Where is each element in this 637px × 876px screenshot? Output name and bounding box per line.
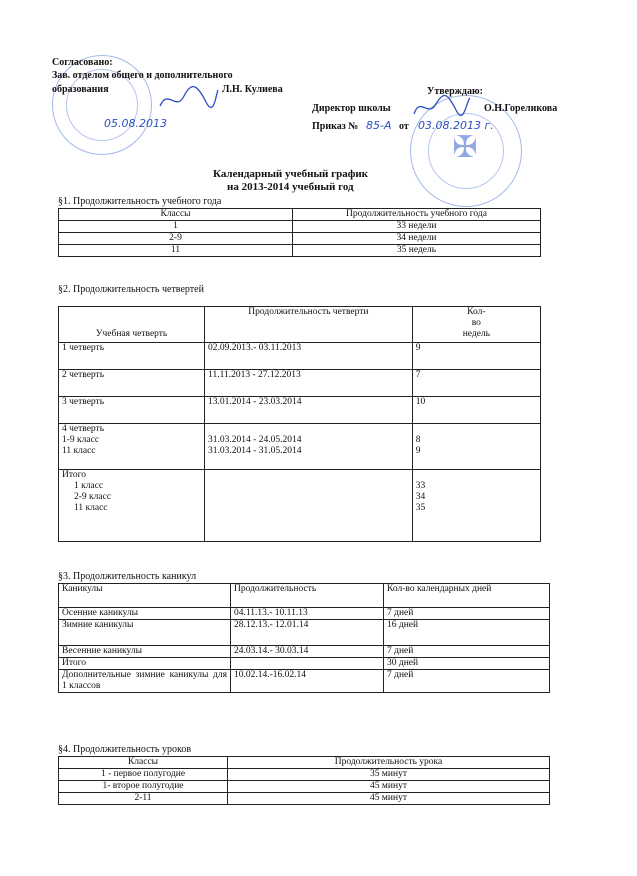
table-header-row (59, 584, 550, 608)
table-cell: 10 (412, 397, 540, 424)
total-sub: 11 класс (74, 503, 108, 513)
column-header: Кол-во недель (412, 307, 540, 343)
column-header: Учебная четверть (59, 307, 205, 343)
table-row (59, 769, 550, 781)
table-cell: 1- второе полугодие (59, 781, 228, 793)
table-header-row (59, 757, 550, 769)
total-weeks: 35 (415, 503, 426, 513)
table-cell: Итого (59, 658, 231, 670)
column-header: Классы (59, 757, 228, 769)
table-cell: 02.09.2013.- 03.11.2013 (205, 343, 413, 370)
table-cell: 7 дней (384, 608, 550, 620)
agreed-position-2: образования (52, 84, 109, 95)
table-cell: 45 минут (228, 781, 550, 793)
total-weeks: 34 (415, 492, 426, 502)
section1-table (58, 208, 541, 257)
section3-heading: §3. Продолжительность каникул (58, 571, 197, 582)
table-cell (231, 658, 384, 670)
table-row (59, 470, 541, 542)
quarter-dates: 31.03.2014 - 31.05.2014 (208, 446, 302, 456)
table-row (59, 221, 541, 233)
section3-table (58, 583, 550, 693)
table-row (59, 658, 550, 670)
table-cell: 16 дней (384, 620, 550, 646)
approved-label: Утверждаю: (427, 86, 483, 97)
column-header: Продолжительность (231, 584, 384, 608)
table-cell: 2 четверть (59, 370, 205, 397)
table-row (59, 608, 550, 620)
agreed-date: 05.08.2013 (104, 117, 167, 130)
right-signature-icon (412, 94, 472, 122)
table-cell (59, 470, 205, 542)
table-cell: Осенние каникулы (59, 608, 231, 620)
table-cell: 30 дней (384, 658, 550, 670)
order-date: 03.08.2013 г. (418, 119, 494, 132)
table-cell: 35 минут (228, 769, 550, 781)
table-cell (412, 470, 540, 542)
column-header: Продолжительность урока (228, 757, 550, 769)
table-cell: 7 дней (384, 646, 550, 658)
section2-table (58, 306, 541, 542)
quarter-name: 4 четверть (62, 424, 105, 434)
table-cell: 1 четверть (59, 343, 205, 370)
agreed-position: Зав. отделом общего и дополнительного (52, 70, 233, 81)
column-header: Классы (59, 209, 293, 221)
section4-table (58, 756, 550, 805)
agreed-label: Согласовано: (52, 57, 113, 68)
section4-heading: §4. Продолжительность уроков (58, 744, 192, 755)
table-cell: 45 минут (228, 793, 550, 805)
table-row (59, 620, 550, 646)
table-cell: Дополнительные зимние каникулы для 1 классов (59, 670, 231, 693)
total-sub: 1 класс (74, 481, 104, 491)
table-cell: 24.03.14.- 30.03.14 (231, 646, 384, 658)
table-row (59, 343, 541, 370)
table-cell (205, 470, 413, 542)
quarter-sub: 1-9 класс (62, 435, 100, 445)
column-header: Продолжительность четверти (205, 307, 413, 343)
table-cell (59, 424, 205, 470)
table-cell: 11 (59, 245, 293, 257)
section1-heading: §1. Продолжительность учебного года (58, 196, 222, 207)
table-cell: 2-9 (59, 233, 293, 245)
table-row (59, 233, 541, 245)
table-row (59, 245, 541, 257)
quarter-weeks: 9 (415, 446, 421, 456)
order-label: Приказ № (312, 121, 359, 132)
table-cell: 7 дней (384, 670, 550, 693)
column-header: Каникулы (59, 584, 231, 608)
table-cell: 7 (412, 370, 540, 397)
table-row (59, 646, 550, 658)
approved-position: Директор школы (312, 103, 391, 114)
table-row (59, 424, 541, 470)
quarter-sub: 11 класс (62, 446, 96, 456)
total-label: Итого (62, 470, 87, 480)
agreed-name: Л.Н. Кулиева (222, 84, 283, 95)
table-row (59, 397, 541, 424)
table-cell: Зимние каникулы (59, 620, 231, 646)
column-header: Кол-во календарных дней (384, 584, 550, 608)
left-signature-icon (158, 84, 220, 114)
column-header: Продолжительность учебного года (293, 209, 541, 221)
table-cell (412, 424, 540, 470)
table-cell: 13.01.2014 - 23.03.2014 (205, 397, 413, 424)
table-cell: 35 недель (293, 245, 541, 257)
table-cell: 1 - первое полугодие (59, 769, 228, 781)
table-cell: 3 четверть (59, 397, 205, 424)
order-number: 85-А (366, 119, 392, 132)
table-header-row (59, 307, 541, 343)
table-cell: 34 недели (293, 233, 541, 245)
table-row (59, 781, 550, 793)
table-cell: 11.11.2013 - 27.12.2013 (205, 370, 413, 397)
table-row (59, 670, 550, 693)
emblem-icon: ✠ (452, 131, 478, 164)
table-cell: 33 недели (293, 221, 541, 233)
table-row (59, 370, 541, 397)
section2-heading: §2. Продолжительность четвертей (58, 284, 204, 295)
table-cell: 28.12.13.- 12.01.14 (231, 620, 384, 646)
total-weeks: 33 (415, 481, 426, 491)
table-cell: 2-11 (59, 793, 228, 805)
total-sub: 2-9 класс (74, 492, 112, 502)
table-cell: 04.11.13.- 10.11.13 (231, 608, 384, 620)
quarter-weeks: 8 (415, 435, 421, 445)
table-cell (205, 424, 413, 470)
order-from-label: от (399, 121, 409, 132)
quarter-dates: 31.03.2014 - 24.05.2014 (208, 435, 302, 445)
table-row (59, 793, 550, 805)
table-cell: 1 (59, 221, 293, 233)
approved-name: О.Н.Гореликова (484, 103, 558, 114)
table-cell: 9 (412, 343, 540, 370)
table-cell: 10.02.14.-16.02.14 (231, 670, 384, 693)
page-subtitle: на 2013-2014 учебный год (227, 181, 354, 193)
page-title: Календарный учебный график (213, 168, 369, 180)
table-header-row (59, 209, 541, 221)
table-cell: Весенние каникулы (59, 646, 231, 658)
